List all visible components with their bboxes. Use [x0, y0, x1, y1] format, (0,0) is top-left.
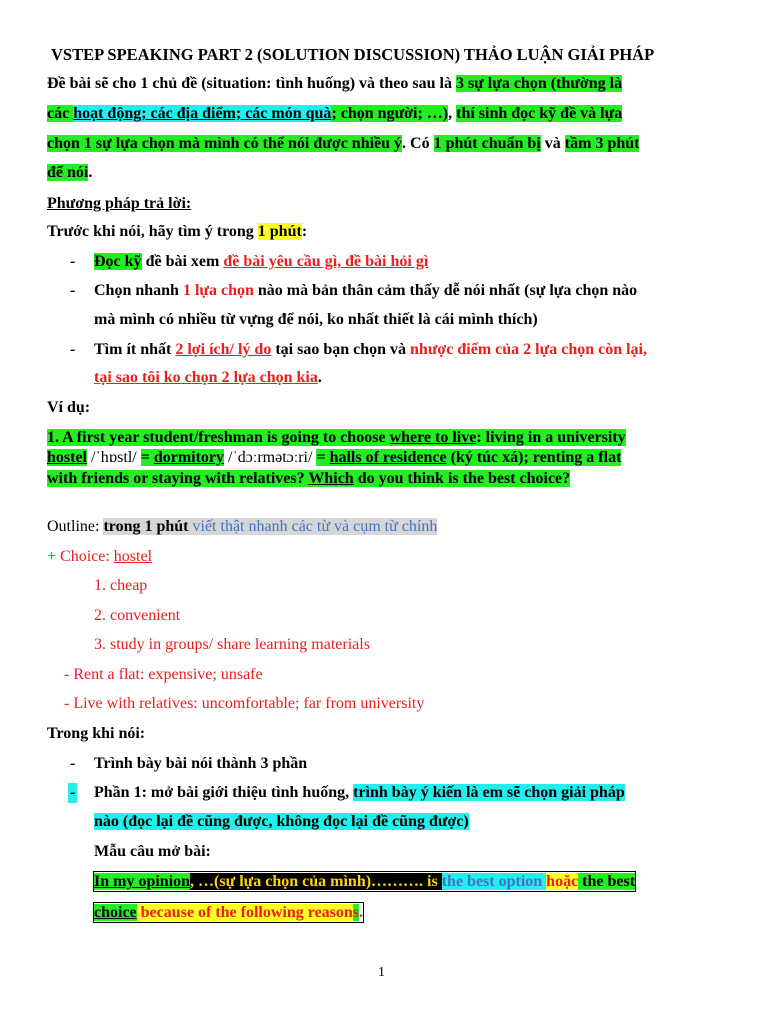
intro-highlight: để nói — [47, 164, 89, 181]
question-highlight: halls of residence — [329, 449, 447, 466]
question-highlight: : living in a university — [476, 429, 626, 446]
intro-highlight: chọn 1 sự lựa chọn mà mình có thể nói được nhiều ý — [47, 135, 403, 152]
question-highlight: with friends or staying with relatives? — [47, 470, 309, 487]
ipa-hostel: /ˈhɒstl/ — [87, 449, 141, 466]
intro-line-2 — [47, 104, 622, 124]
reason-item: 1. cheap — [94, 577, 148, 594]
bullet-dash: - — [70, 784, 76, 801]
question-highlight: = — [316, 449, 330, 466]
template-box — [94, 903, 363, 922]
template-part: s — [352, 904, 360, 921]
intro-highlight-cyan: hoạt động; các địa điểm; các món quà — [73, 105, 332, 122]
template-line-2 — [94, 903, 363, 923]
bullet-text: Chọn nhanh — [94, 282, 183, 299]
bullet-red-text: đề bài yêu cầu gì, đề bài hỏi gì — [223, 253, 429, 270]
bullet-find-reasons-cont — [94, 368, 322, 388]
question-line-1 — [47, 428, 626, 448]
choice-line — [47, 547, 152, 567]
question-highlight: dormitory — [153, 449, 225, 466]
template-label: Mẫu câu mở bài: — [94, 843, 211, 860]
bullet-text: nào mà bản thân cảm thấy dễ nói nhất (sự lựa chọn nào — [253, 282, 638, 299]
intro-text: . — [88, 164, 93, 181]
template-line-1 — [94, 872, 635, 892]
page-number: 1 — [378, 965, 385, 980]
template-part: In my opinion — [94, 873, 191, 890]
intro-highlight: các — [47, 105, 74, 122]
before-speaking-line — [47, 222, 307, 242]
template-box — [94, 872, 635, 891]
before-text: Trước khi nói, hãy tìm ý trong — [47, 223, 258, 240]
template-part: . — [359, 904, 364, 921]
question-highlight: hostel — [47, 449, 87, 466]
con-item: - Rent a flat: expensive; unsafe — [64, 666, 263, 683]
template-part: , …(sự lựa chọn của mình)………. is — [190, 873, 442, 890]
choice-value: hostel — [113, 548, 153, 565]
question-highlight: Which — [308, 470, 354, 487]
ipa-dormitory: /ˈdɔːrmətɔːri/ — [224, 449, 317, 466]
bullet-text: Tìm ít nhất — [94, 341, 176, 358]
intro-highlight: tầm 3 phút — [564, 135, 640, 152]
during-item-part1 — [94, 783, 625, 803]
intro-line-4 — [47, 163, 92, 183]
page-title: VSTEP SPEAKING PART 2 (SOLUTION DISCUSSION) THẢO LUẬN GIẢI PHÁP — [51, 45, 655, 64]
outline-highlight: trong 1 phút — [103, 518, 189, 535]
intro-line-1 — [47, 74, 622, 94]
during-highlight: nào (đọc lại đề cũng được, không đọc lại đề cũng được) — [94, 813, 469, 830]
bullet-text: đề bài xem — [141, 253, 224, 270]
before-highlight: 1 phút — [257, 223, 302, 240]
during-highlight: trình bày ý kiến là em sẽ chọn giải pháp — [353, 784, 625, 801]
template-part: the best — [578, 873, 636, 890]
during-item-part1-cont — [94, 812, 469, 832]
intro-text: . Có — [402, 135, 434, 152]
bullet-read-carefully — [94, 252, 428, 272]
question-highlight: do you think is the best choice? — [353, 470, 571, 487]
question-highlight: 1. A first year student/freshman is going to choose — [47, 429, 390, 446]
outline-line — [47, 517, 437, 537]
bullet-red-text: nhược điểm của 2 lựa chọn còn lại, — [410, 341, 647, 358]
method-heading: Phương pháp trả lời: — [47, 195, 192, 212]
question-line-3 — [47, 469, 570, 489]
intro-highlight: ; chọn người; …) — [331, 105, 449, 122]
template-part: because of the following reason — [136, 904, 353, 921]
outline-note: viết thật nhanh các từ và cụm từ chính — [188, 518, 438, 535]
bullet-dash: - — [70, 253, 76, 270]
bullet-dash: - — [70, 282, 76, 299]
template-part: hoặc — [546, 873, 579, 890]
question-highlight: where to live — [389, 429, 477, 446]
outline-label: Outline: — [47, 518, 104, 535]
intro-text: và — [540, 135, 565, 152]
intro-highlight: 3 sự lựa chọn (thường là — [455, 75, 623, 92]
question-highlight: (ký túc xá); renting a flat — [446, 449, 622, 466]
template-part: the best option — [441, 873, 547, 890]
reason-item: 2. convenient — [94, 607, 181, 624]
bullet-dash: - — [70, 341, 76, 358]
intro-highlight: 1 phút chuẩn bị — [433, 135, 541, 152]
question-line-2 — [47, 448, 621, 468]
intro-text: Đề bài sẽ cho 1 chủ đề (situation: tình huống) và theo sau là — [47, 75, 456, 92]
choice-label: + Choice: — [47, 548, 114, 565]
reason-item: 3. study in groups/ share learning materials — [94, 636, 370, 653]
bullet-red-text: tại sao tôi ko chọn 2 lựa chọn kia — [94, 369, 318, 386]
before-text: : — [301, 223, 308, 240]
intro-line-3 — [47, 134, 639, 154]
bullet-text: . — [317, 369, 322, 386]
question-highlight: = — [140, 449, 154, 466]
bullet-choose-quickly — [94, 281, 637, 301]
during-text: Phần 1: mở bài giới thiệu tình huống, — [94, 784, 354, 801]
con-item: - Live with relatives: uncomfortable; far from university — [64, 695, 425, 712]
bullet-dash: - — [70, 755, 76, 772]
bullet-highlight: Đọc kỹ — [94, 253, 142, 270]
example-heading: Ví dụ: — [47, 399, 91, 416]
template-part: choice — [94, 904, 137, 921]
during-heading: Trong khi nói: — [47, 725, 146, 742]
bullet-text: tại sao bạn chọn và — [271, 341, 411, 358]
bullet-choose-quickly-cont: mà mình có nhiều từ vựng để nói, ko nhất thiết là cái mình thích) — [94, 311, 538, 328]
intro-highlight: thí sinh đọc kỹ đề và lựa — [456, 105, 623, 122]
bullet-red-text: 2 lợi ích/ lý do — [175, 341, 272, 358]
during-item: Trình bày bài nói thành 3 phần — [94, 755, 308, 772]
bullet-red-text: 1 lựa chọn — [182, 282, 254, 299]
bullet-find-reasons — [94, 340, 647, 360]
intro-text: , — [448, 105, 457, 122]
